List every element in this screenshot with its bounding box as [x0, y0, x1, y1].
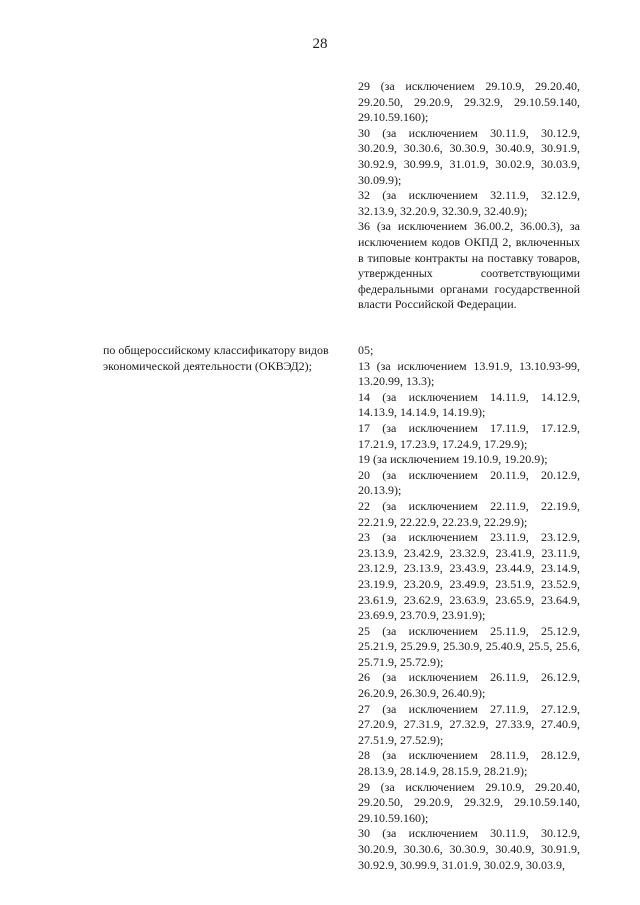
- list-item: 30 (за исключением 30.11.9, 30.12.9, 30.20.9, 30.30.6, 30.30.9, 30.40.9, 30.91.9, 30.92.9, 30.99.9, 31.01.9, 30.02.9, 30.03.9, 30.09.9);: [358, 125, 580, 187]
- list-item: 28 (за исключением 28.11.9, 28.12.9, 28.13.9, 28.14.9, 28.15.9, 28.21.9);: [358, 748, 580, 779]
- list-item: 32 (за исключением 32.11.9, 32.12.9, 32.13.9, 32.20.9, 32.30.9, 32.40.9);: [358, 188, 580, 218]
- list-item: 20 (за исключением 20.11.9, 20.12.9, 20.13.9);: [358, 467, 580, 498]
- list-item: 13 (за исключением 13.91.9, 13.10.93-99, 13.20.99, 13.3);: [358, 358, 580, 389]
- list-item: 30 (за исключением 30.11.9, 30.12.9, 30.20.9, 30.30.6, 30.30.9, 30.40.9, 30.91.9, 30.92.9, 30.99.9, 31.01.9, 30.02.9, 30.03.9,: [358, 826, 580, 872]
- page-number: 28: [312, 36, 328, 52]
- list-item: 22 (за исключением 22.11.9, 22.19.9, 22.21.9, 22.22.9, 22.23.9, 22.29.9);: [358, 498, 580, 529]
- list-item: 29 (за исключением 29.10.9, 29.20.40, 29.20.50, 29.20.9, 29.32.9, 29.10.59.140, 29.10.59.160);: [358, 779, 580, 825]
- classifier-label-line-1: по общероссийскому классификатору видов: [103, 343, 329, 357]
- list-item: 14 (за исключением 14.11.9, 14.12.9, 14.13.9, 14.14.9, 14.19.9);: [358, 389, 580, 420]
- list-item: 29 (за исключением 29.10.9, 29.20.40, 29.20.50, 29.20.9, 29.32.9, 29.10.59.140, 29.10.59.160);: [358, 79, 580, 125]
- list-item: 19 (за исключением 19.10.9, 19.20.9);: [358, 452, 548, 467]
- list-item: 17 (за исключением 17.11.9, 17.12.9, 17.21.9, 17.23.9, 17.24.9, 17.29.9);: [358, 420, 580, 451]
- list-item: 05;: [358, 343, 374, 357]
- okpd2-exclusions-continued: [358, 79, 580, 313]
- list-item: 25 (за исключением 25.11.9, 25.12.9, 25.21.9, 25.29.9, 25.30.9, 25.40.9, 25.5, 25.6, 25.71.9, 25.72.9);: [358, 623, 580, 669]
- classifier-label: [103, 343, 345, 374]
- list-item: 36 (за исключением 36.00.2, 36.00.3), за исключением кодов ОКПД 2, включенных в типовые контракты на поставку товаров, утвержденных соответствующими федеральными органами государственной власти Российской Федерации.: [358, 219, 580, 312]
- list-item: 27 (за исключением 27.11.9, 27.12.9, 27.20.9, 27.31.9, 27.32.9, 27.33.9, 27.40.9, 27.51.9, 27.52.9);: [358, 701, 580, 747]
- classifier-label-line-2: экономической деятельности (ОКВЭД2);: [103, 358, 313, 373]
- list-item: 26 (за исключением 26.11.9, 26.12.9, 26.20.9, 26.30.9, 26.40.9);: [358, 670, 580, 701]
- okved2-codes-list: [358, 343, 580, 873]
- list-item: 23 (за исключением 23.11.9, 23.12.9, 23.13.9, 23.42.9, 23.32.9, 23.41.9, 23.11.9, 23.12.9, 23.13.9, 23.43.9, 23.44.9, 23.14.9, 23.19.9, 23.20.9, 23.49.9, 23.51.9, 23.52.9, 23.61.9, 23.62.9, 23.63.9, 23.65.9, 23.64.9, 23.69.9, 23.70.9, 23.91.9);: [358, 530, 580, 623]
